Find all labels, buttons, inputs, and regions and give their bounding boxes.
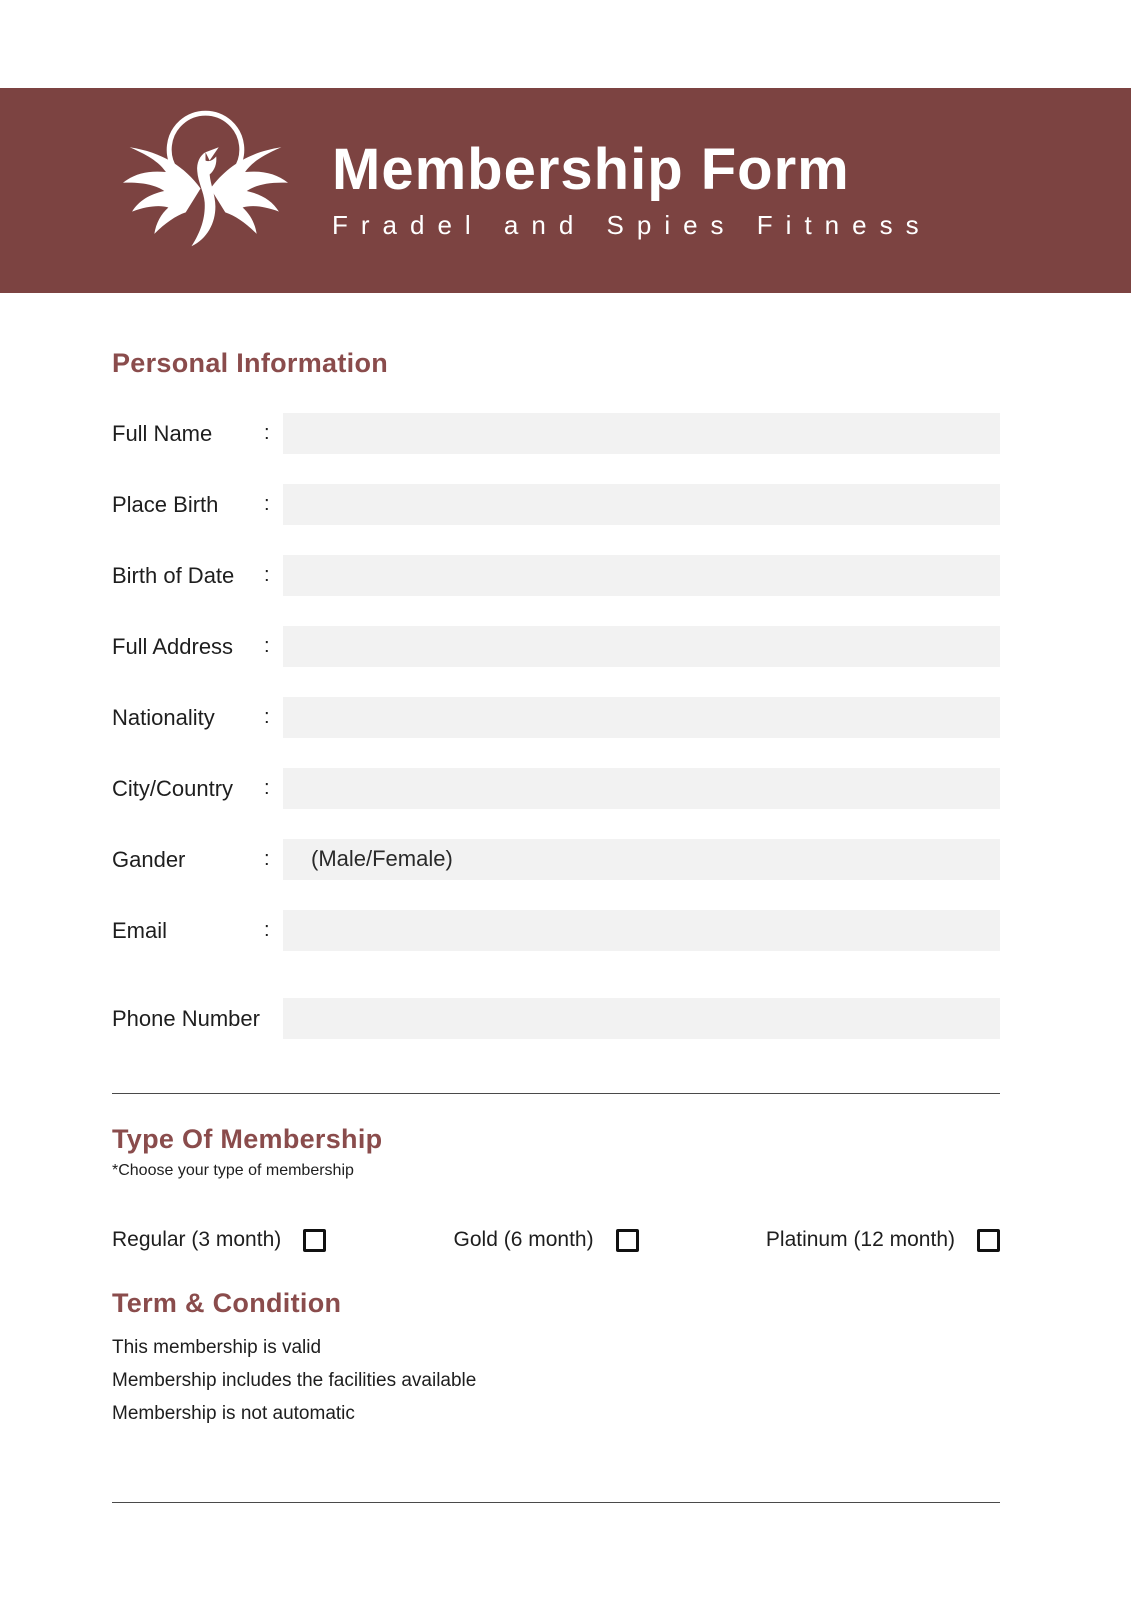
form-row-birth-of-date (112, 555, 1000, 596)
banner-text (332, 136, 932, 242)
email-label: Email (112, 917, 168, 943)
colon: : (264, 706, 270, 728)
full-name-label: Full Name (112, 420, 213, 446)
regular-checkbox[interactable] (303, 1229, 326, 1252)
form-row-email (112, 910, 1000, 951)
colon: : (264, 635, 270, 657)
birth-of-date-label: Birth of Date (112, 562, 235, 588)
personal-information-heading: Personal Information (112, 348, 389, 378)
divider (112, 1502, 1000, 1503)
full-name-input[interactable] (283, 413, 1000, 454)
form-row-place-birth (112, 484, 1000, 525)
platinum-label: Platinum (12 month) (765, 1228, 955, 1251)
nationality-label: Nationality (112, 704, 215, 730)
phone-number-label: Phone Number (112, 1005, 260, 1031)
membership-options (112, 1228, 1000, 1252)
form-row-phone-number (112, 998, 1000, 1039)
phone-number-input[interactable] (283, 998, 1000, 1039)
colon: : (264, 848, 270, 870)
term-condition-heading: Term & Condition (112, 1288, 342, 1318)
place-birth-input[interactable] (283, 484, 1000, 525)
page-subtitle: Fradel and Spies Fitness (332, 210, 932, 241)
regular-label: Regular (3 month) (112, 1228, 282, 1251)
form-row-full-name (112, 413, 1000, 454)
nationality-input[interactable] (283, 697, 1000, 738)
colon: : (264, 422, 270, 444)
gander-label: Gander (112, 846, 186, 872)
divider (112, 1093, 1000, 1094)
form-row-full-address (112, 626, 1000, 667)
logo (100, 106, 310, 276)
form-row-nationality (112, 697, 1000, 738)
gander-input[interactable] (283, 839, 1000, 880)
form-row-city-country (112, 768, 1000, 809)
membership-note: *Choose your type of membership (112, 1162, 354, 1179)
email-input[interactable] (283, 910, 1000, 951)
type-of-membership-heading: Type Of Membership (112, 1124, 383, 1154)
city-country-label: City/Country (112, 775, 234, 801)
option-regular (112, 1228, 326, 1252)
full-address-input[interactable] (283, 626, 1000, 667)
colon: : (264, 564, 270, 586)
gold-label: Gold (6 month) (453, 1228, 594, 1251)
personal-information-form (112, 413, 1000, 1039)
colon: : (264, 919, 270, 941)
header-banner (0, 88, 1131, 293)
city-country-input[interactable] (283, 768, 1000, 809)
option-gold (454, 1228, 639, 1252)
terms-line: Membership includes the facilities available (112, 1370, 477, 1391)
place-birth-label: Place Birth (112, 491, 219, 517)
terms-line: Membership is not automatic (112, 1403, 355, 1424)
full-address-label: Full Address (112, 633, 234, 659)
colon: : (264, 777, 270, 799)
colon: : (264, 493, 270, 515)
birth-of-date-input[interactable] (283, 555, 1000, 596)
form-row-gander (112, 839, 1000, 880)
terms-line: This membership is valid (112, 1337, 322, 1358)
option-platinum (766, 1228, 1000, 1252)
platinum-checkbox[interactable] (977, 1229, 1000, 1252)
terms-lines (112, 1331, 1000, 1430)
page-title: Membership Form (332, 136, 850, 202)
gold-checkbox[interactable] (616, 1229, 639, 1252)
phoenix-logo-icon (113, 106, 298, 276)
